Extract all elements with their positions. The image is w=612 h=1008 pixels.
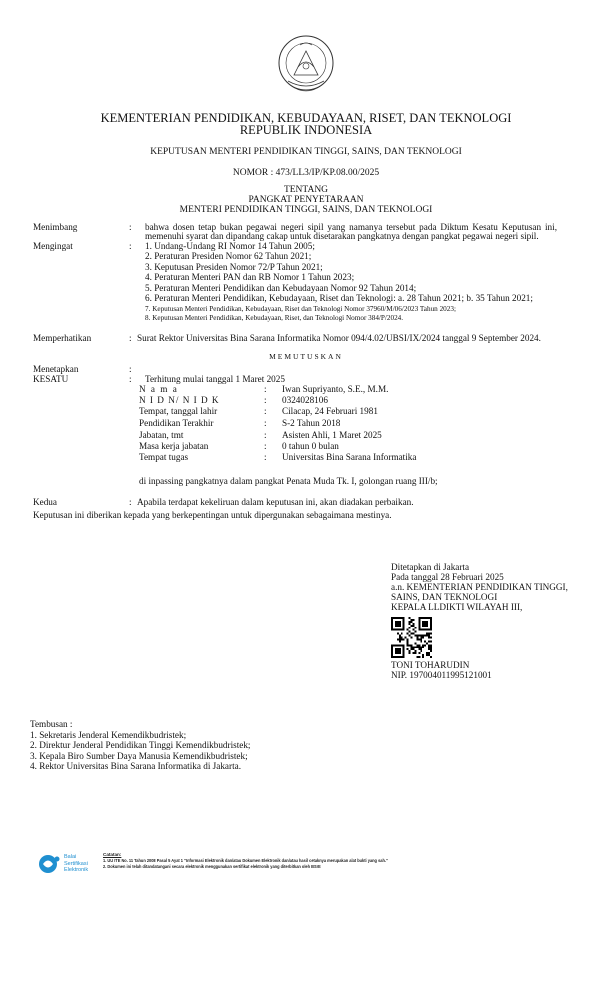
- kesatu-colon: :: [129, 374, 132, 384]
- signature-office: KEPALA LLDIKTI WILAYAH III,: [391, 602, 523, 612]
- tembusan-item: 2. Direktur Jenderal Pendidikan Tinggi Kemendikbudristek;: [30, 740, 251, 750]
- signatory-nip: NIP. 197004011995121001: [391, 670, 492, 680]
- tut-wuri-handayani-emblem-icon: [276, 33, 336, 101]
- identity-label: Jabatan, tmt: [139, 430, 184, 440]
- kedua-value: Apabila terdapat kekeliruan dalam keputusan ini, akan diadakan perbaikan.: [137, 497, 414, 507]
- menimbang-colon: :: [129, 222, 132, 232]
- decree-subject-1: PANGKAT PENYETARAAN: [248, 195, 364, 205]
- signature-place: Ditetapkan di Jakarta: [391, 562, 470, 572]
- tembusan-label: Tembusan :: [30, 719, 73, 729]
- identity-colon: :: [264, 430, 267, 440]
- kedua-label: Kedua: [33, 497, 57, 507]
- decree-title: KEPUTUSAN MENTERI PENDIDIKAN TINGGI, SAINS, DAN TEKNOLOGI: [150, 147, 462, 157]
- identity-value: 0324028106: [282, 395, 328, 405]
- identity-colon: :: [264, 395, 267, 405]
- qr-code-icon: [391, 617, 432, 658]
- tembusan-item: 4. Rektor Universitas Bina Sarana Informatika di Jakarta.: [30, 761, 241, 771]
- kesatu-intro: Terhitung mulai tanggal 1 Maret 2025: [145, 374, 285, 384]
- signature-on-behalf-1: a.n. KEMENTERIAN PENDIDIKAN TINGGI,: [391, 582, 568, 592]
- footer-note-1: 1. UU ITE No. 11 Tahun 2008 Pasal 5 Ayat 1 "Informasi Elektronik dan/atau Dokumen Elektronik dan/atau hasil cetaknya merupakan alat bukti yang sah.": [103, 858, 388, 863]
- footer-catatan: Catatan:: [103, 852, 122, 857]
- mengingat-item: 6. Peraturan Menteri Pendidikan, Kebudayaan, Riset dan Teknologi: a. 28 Tahun 2021; b. 35 Tahun 2021;: [145, 293, 533, 303]
- signature-date: Pada tanggal 28 Februari 2025: [391, 572, 504, 582]
- identity-label: Tempat tugas: [139, 452, 189, 462]
- identity-label: Masa kerja jabatan: [139, 441, 209, 451]
- kedua-colon: :: [129, 497, 132, 507]
- mengingat-item: 2. Peraturan Presiden Nomor 62 Tahun 2021;: [145, 251, 312, 261]
- mengingat-item: 8. Keputusan Menteri Pendidikan, Kebudayaan, Riset, dan Teknologi Nomor 384/P/2024.: [145, 314, 404, 322]
- identity-label: N I D N/ N I D K: [139, 395, 220, 405]
- kesatu-label: KESATU: [33, 374, 69, 384]
- menimbang-line-2: memenuhi syarat dan dipandang cakap untuk disetarakan pangkatnya dengan pangkat pegawai negeri sipil.: [145, 231, 539, 241]
- bsre-logo-text-2: Sertifikasi: [64, 860, 88, 867]
- identity-colon: :: [264, 406, 267, 416]
- menetapkan-label: Menetapkan: [33, 364, 79, 374]
- signatory-name: TONI TOHARUDIN: [391, 660, 470, 670]
- decree-number: NOMOR : 473/LL3/IP/KP.08.00/2025: [232, 168, 380, 178]
- identity-colon: :: [264, 418, 267, 428]
- closing-text: Keputusan ini diberikan kepada yang berkepentingan untuk dipergunakan sebagaimana mestinya.: [33, 510, 392, 520]
- bsre-logo-text-3: Elektronik: [64, 867, 89, 873]
- menimbang-label: Menimbang: [33, 222, 78, 232]
- bsre-logo-icon: [37, 853, 63, 880]
- republic-title: REPUBLIK INDONESIA: [239, 123, 373, 137]
- footer-notes: [103, 852, 434, 870]
- bsre-logo-text: [64, 854, 88, 874]
- kesatu-conclusion: di inpassing pangkatnya dalam pangkat Penata Muda Tk. I, golongan ruang III/b;: [139, 476, 438, 486]
- mengingat-item: 1. Undang-Undang RI Nomor 14 Tahun 2005;: [145, 241, 315, 251]
- identity-label: N a m a: [139, 384, 179, 394]
- bsre-logo-text-1: Balai: [64, 854, 77, 860]
- identity-label: Pendidikan Terakhir: [139, 418, 214, 428]
- identity-colon: :: [264, 452, 267, 462]
- memperhatikan-colon: :: [129, 333, 132, 343]
- identity-value: Asisten Ahli, 1 Maret 2025: [282, 430, 382, 440]
- signature-on-behalf-2: SAINS, DAN TEKNOLOGI: [391, 592, 498, 602]
- identity-value: Iwan Supriyanto, S.E., M.M.: [282, 384, 389, 394]
- mengingat-item: 4. Peraturan Menteri PAN dan RB Nomor 1 Tahun 2023;: [145, 272, 355, 282]
- identity-colon: :: [264, 384, 267, 394]
- tembusan-item: 3. Kepala Biro Sumber Daya Manusia Kemendikbudristek;: [30, 751, 248, 761]
- tembusan-item: 1. Sekretaris Jenderal Kemendikbudristek;: [30, 730, 187, 740]
- mengingat-item: 5. Peraturan Menteri Pendidikan dan Kebudayaan Nomor 92 Tahun 2014;: [145, 283, 417, 293]
- memperhatikan-value: Surat Rektor Universitas Bina Sarana Informatika Nomor 094/4.02/UBSI/IX/2024 tanggal 9 September 2024.: [137, 333, 541, 343]
- menimbang-line-1: bahwa dosen tetap bukan pegawai negeri sipil yang namanya tersebut pada Diktum Kesatu Keputusan ini,: [145, 222, 557, 232]
- identity-value: 0 tahun 0 bulan: [282, 441, 339, 451]
- menetapkan-colon: :: [129, 364, 132, 374]
- mengingat-label: Mengingat: [33, 241, 73, 251]
- ministry-title: KEMENTERIAN PENDIDIKAN, KEBUDAYAAN, RISET, DAN TEKNOLOGI: [100, 111, 512, 125]
- mengingat-item: 3. Keputusan Presiden Nomor 72/P Tahun 2021;: [145, 262, 323, 272]
- identity-colon: :: [264, 441, 267, 451]
- memutuskan-heading: MEMUTUSKAN: [269, 352, 343, 361]
- identity-value: Cilacap, 24 Februari 1981: [282, 406, 378, 416]
- identity-label: Tempat, tanggal lahir: [139, 406, 218, 416]
- identity-value: Universitas Bina Sarana Informatika: [282, 452, 417, 462]
- memperhatikan-label: Memperhatikan: [33, 333, 92, 343]
- identity-value: S-2 Tahun 2018: [282, 418, 341, 428]
- mengingat-colon: :: [129, 241, 132, 251]
- decree-about: TENTANG: [283, 185, 329, 195]
- mengingat-item: 7. Keputusan Menteri Pendidikan, Kebudayaan, Riset dan Teknologi Nomor 37960/M/06/2023 Tahun 2023;: [145, 305, 456, 313]
- decree-subject-2: MENTERI PENDIDIKAN TINGGI, SAINS, DAN TEKNOLOGI: [179, 205, 433, 215]
- footer-note-2: 2. Dokumen ini telah ditandatangani secara elektronik menggunakan sertifikat elektronik yang diterbitkan oleh BSrE: [103, 864, 321, 869]
